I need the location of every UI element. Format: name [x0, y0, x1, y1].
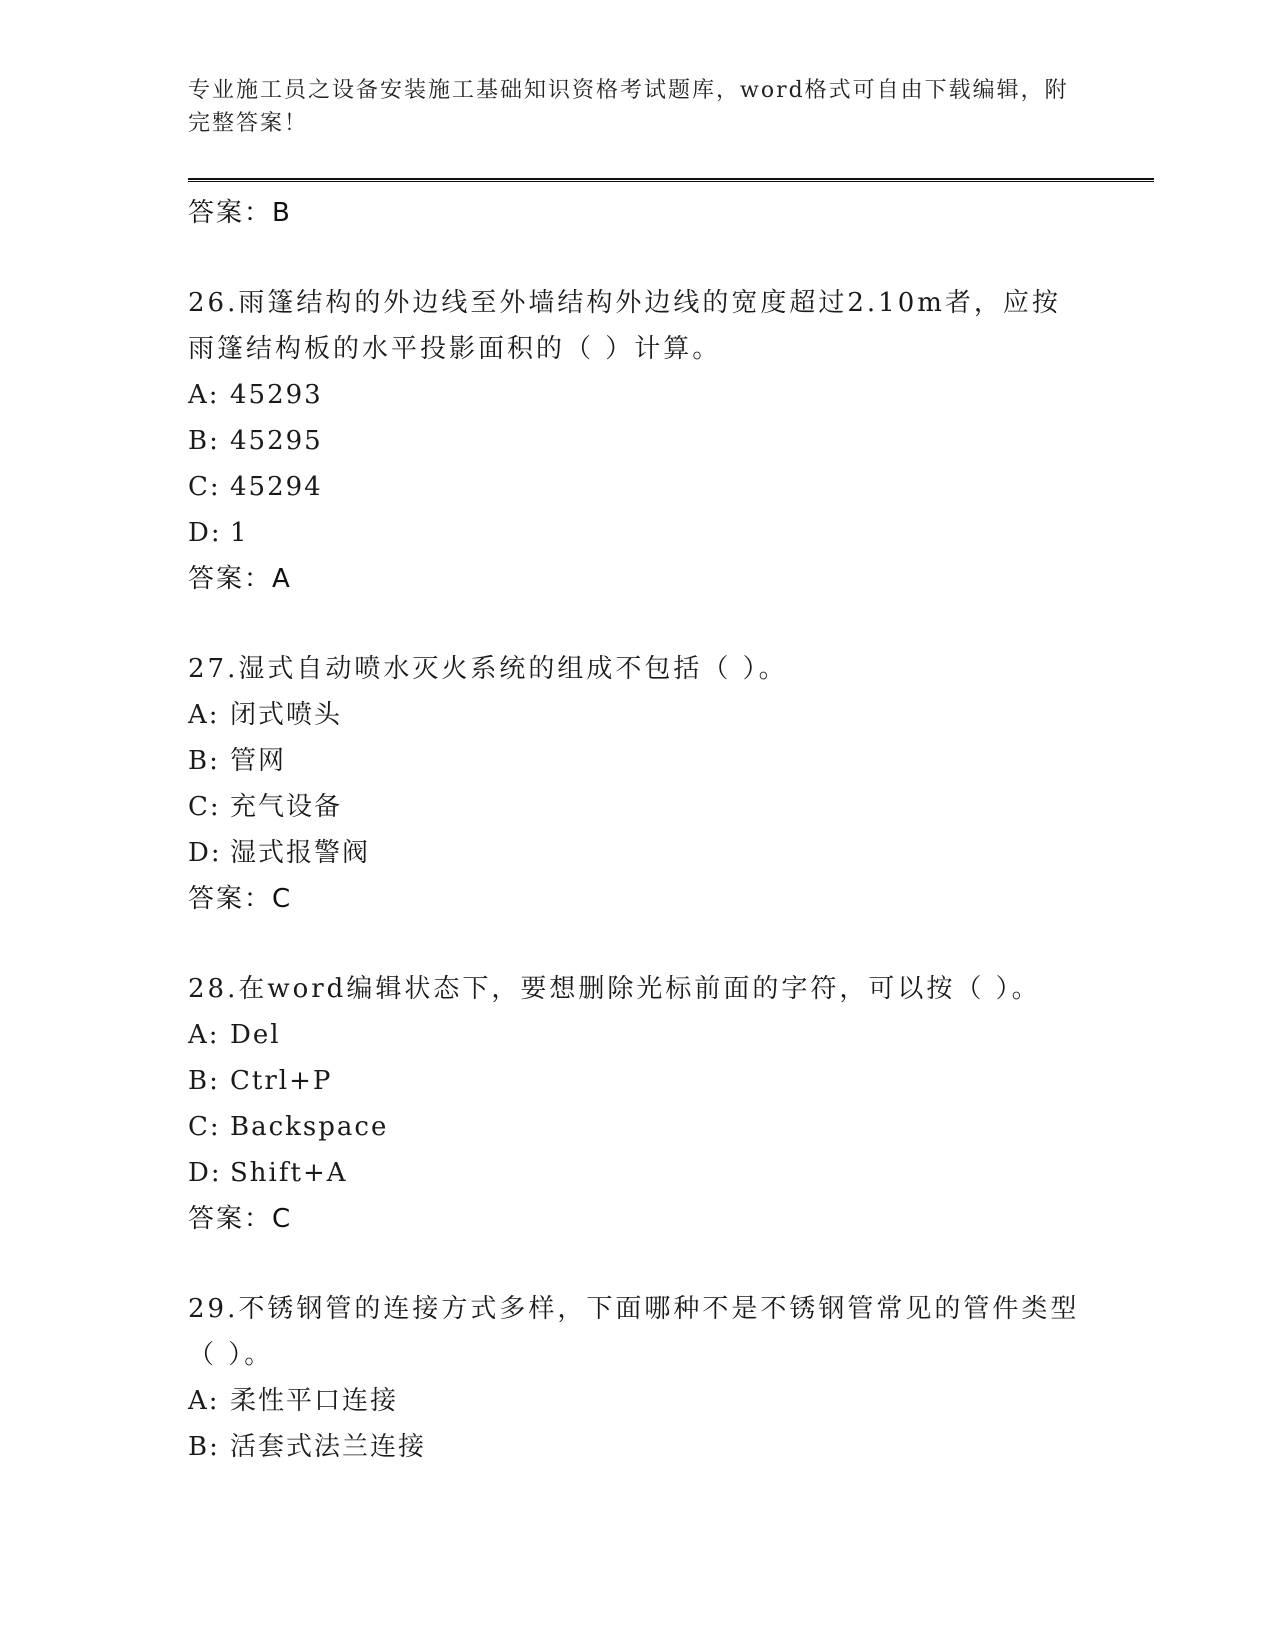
option-a: [188, 372, 1088, 418]
question-stem: 28.在word编辑状态下，要想删除光标前面的字符，可以按（ ）。: [188, 974, 1041, 1004]
option-key: D:: [188, 518, 222, 548]
answer-line: 答案：C: [188, 1204, 293, 1234]
option-c: [188, 1104, 1088, 1150]
option-key: C:: [188, 792, 221, 822]
option-b: [188, 1058, 1088, 1104]
question-item: [188, 280, 1088, 602]
option-d: [188, 510, 1088, 556]
option-text: 充气设备: [230, 792, 343, 822]
question-list: [188, 190, 1088, 1470]
option-text: Ctrl+P: [230, 1066, 333, 1096]
option-key: C:: [188, 1112, 221, 1142]
option-text: 活套式法兰连接: [230, 1432, 427, 1462]
option-text: 45293: [230, 380, 323, 410]
option-a: [188, 1378, 1088, 1424]
answer-line: 答案：C: [188, 884, 293, 914]
question-stem: 26.雨篷结构的外边线至外墙结构外边线的宽度超过2.10m者，应按雨篷结构板的水平投影面积的（ ）计算。: [188, 288, 1061, 364]
option-key: A:: [188, 1386, 220, 1416]
option-text: 1: [230, 518, 249, 548]
answer-line: 答案：B: [188, 198, 292, 228]
option-a: [188, 1012, 1088, 1058]
option-text: 45294: [230, 472, 323, 502]
option-key: D:: [188, 1158, 222, 1188]
option-b: [188, 738, 1088, 784]
option-b: [188, 418, 1088, 464]
question-stem: 29.不锈钢管的连接方式多样，下面哪种不是不锈钢管常见的管件类型（ ）。: [188, 1294, 1080, 1370]
option-c: [188, 464, 1088, 510]
option-b: [188, 1424, 1088, 1470]
option-text: Backspace: [230, 1112, 389, 1142]
option-text: 柔性平口连接: [230, 1386, 399, 1416]
option-text: Shift+A: [230, 1158, 348, 1188]
answer-line: 答案：A: [188, 564, 292, 594]
option-key: B:: [188, 426, 220, 456]
option-key: A:: [188, 1020, 220, 1050]
option-key: A:: [188, 380, 220, 410]
question-item: [188, 1286, 1088, 1470]
option-a: [188, 692, 1088, 738]
option-c: [188, 784, 1088, 830]
question-stem: 27.湿式自动喷水灭火系统的组成不包括（ ）。: [188, 654, 788, 684]
option-key: B:: [188, 1432, 220, 1462]
option-key: D:: [188, 838, 222, 868]
option-d: [188, 1150, 1088, 1196]
option-text: 闭式喷头: [230, 700, 343, 730]
document-header: 专业施工员之设备安装施工基础知识资格考试题库，word格式可自由下载编辑，附完整答案！: [188, 78, 1069, 136]
option-text: 湿式报警阀: [230, 838, 371, 868]
header-divider: [188, 178, 1154, 182]
option-key: A:: [188, 700, 220, 730]
option-key: B:: [188, 1066, 220, 1096]
option-text: 管网: [230, 746, 287, 776]
option-key: C:: [188, 472, 221, 502]
question-item: [188, 966, 1088, 1242]
option-text: 45295: [230, 426, 323, 456]
option-key: B:: [188, 746, 220, 776]
option-text: Del: [230, 1020, 281, 1050]
question-item: [188, 646, 1088, 922]
option-d: [188, 830, 1088, 876]
